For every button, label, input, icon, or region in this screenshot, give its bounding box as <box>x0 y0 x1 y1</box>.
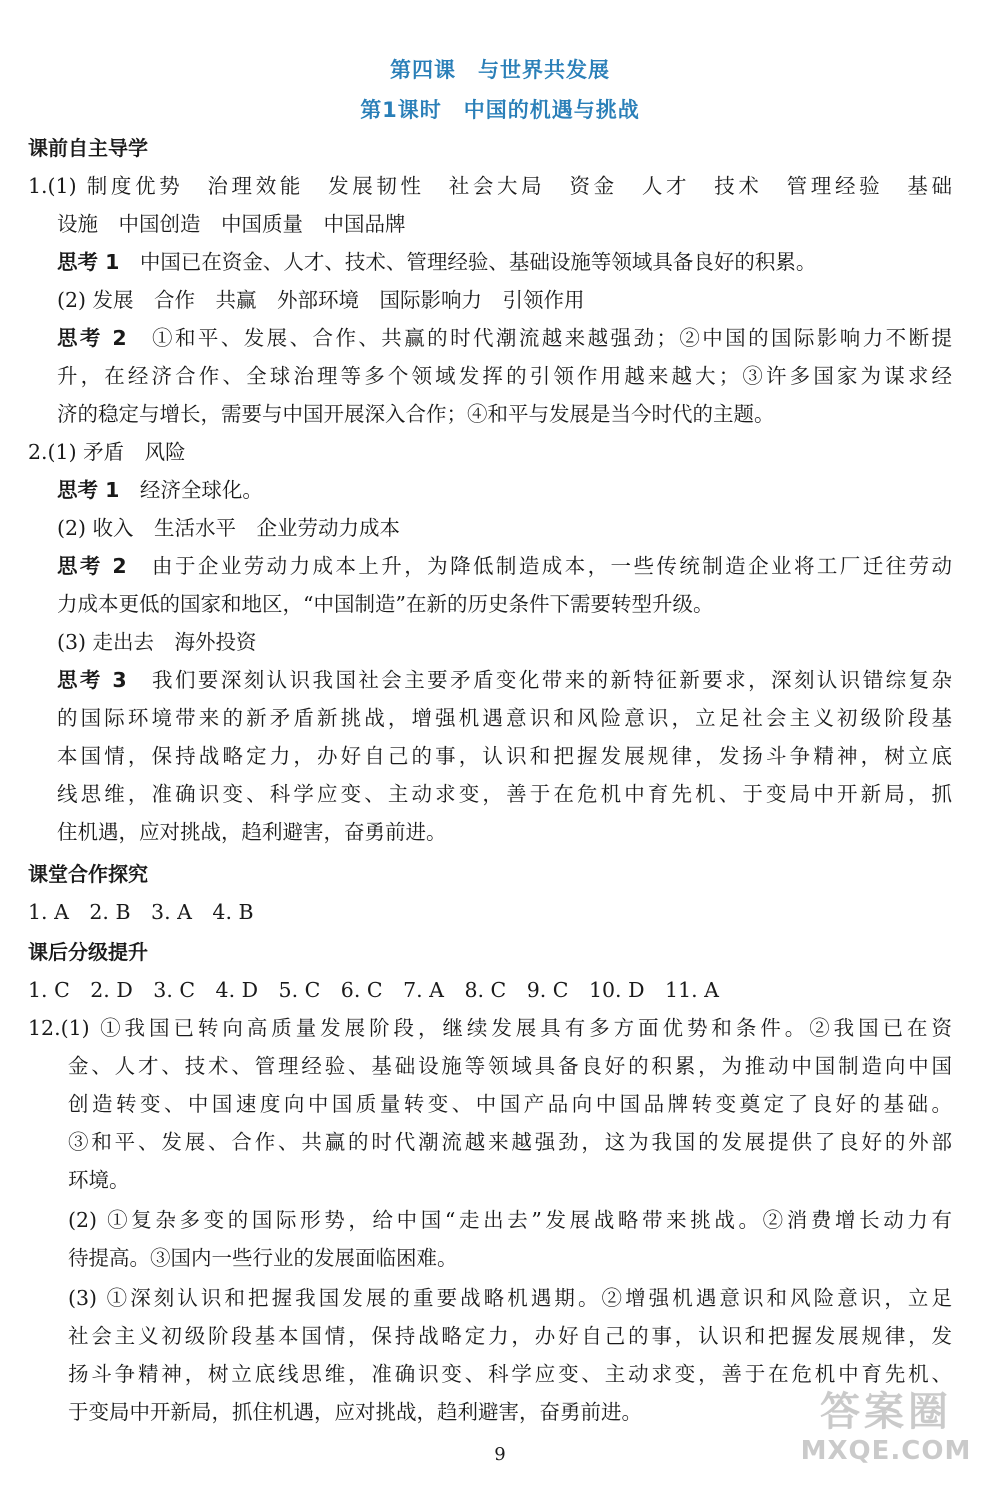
text-line <box>28 438 186 466</box>
line-text: 住机遇，应对挑战，趋利避害，奋勇前进。 <box>57 820 447 844</box>
line-text: 由于企业劳动力成本上升，为降低制造成本，一些传统制造企业将工厂迁往劳动 <box>126 554 953 578</box>
line-text: 待提高。③国内一些行业的发展面临困难。 <box>68 1246 458 1270</box>
text-line <box>57 666 952 694</box>
think-label: 思考 1 <box>57 478 120 502</box>
text-line <box>57 780 952 808</box>
think-label: 思考 2 <box>57 554 127 578</box>
section-heading <box>28 134 148 162</box>
text-line <box>57 286 585 314</box>
text-line <box>28 898 254 926</box>
line-text: 金、人才、技术、管理经验、基础设施等领域具备良好的积累，为推动中国制造向中国 <box>68 1054 952 1078</box>
text-line <box>68 1398 642 1426</box>
text-line <box>68 1206 952 1234</box>
line-text: 我们要深刻认识我国社会主要矛盾变化带来的新特征新要求，深刻认识错综复杂 <box>126 668 953 692</box>
line-text: 设施 中国创造 中国质量 中国品牌 <box>57 212 406 236</box>
watermark-logo <box>786 1388 986 1478</box>
text-line <box>68 1052 952 1080</box>
line-text: 课后分级提升 <box>28 940 148 964</box>
line-text: 课堂合作探究 <box>28 862 148 886</box>
text-line <box>57 552 952 580</box>
text-line <box>57 704 952 732</box>
text-line <box>57 324 952 352</box>
text-line <box>28 976 719 1004</box>
think-label: 思考 1 <box>57 250 120 274</box>
line-text: (3) 走出去 海外投资 <box>57 630 257 654</box>
line-text: 2.(1) 矛盾 风险 <box>28 440 186 464</box>
text-line <box>57 400 775 428</box>
line-text: 1. A 2. B 3. A 4. B <box>28 900 254 924</box>
line-text: 中国已在资金、人才、技术、管理经验、基础设施等领域具备良好的积累。 <box>119 250 817 274</box>
text-line <box>57 476 263 504</box>
text-line <box>57 742 952 770</box>
line-text: (2) 发展 合作 共赢 外部环境 国际影响力 引领作用 <box>57 288 585 312</box>
line-text: (3) ①深刻认识和把握我国发展的重要战略机遇期。②增强机遇意识和风险意识，立足 <box>68 1286 952 1310</box>
section-title: 第1课时 中国的机遇与挑战 <box>360 98 640 122</box>
line-text: 环境。 <box>68 1168 130 1192</box>
line-text: 1. C 2. D 3. C 4. D 5. C 6. C 7. A 8. C 9. C 10. D 11. A <box>28 978 719 1002</box>
section-heading <box>28 938 148 966</box>
line-text: (2) ①复杂多变的国际形势，给中国“走出去”发展战略带来挑战。②消费增长动力有 <box>68 1208 952 1232</box>
text-line <box>57 248 816 276</box>
text-line <box>68 1360 952 1388</box>
line-text: 创造转变、中国速度向中国质量转变、中国产品向中国品牌转变奠定了良好的基础。 <box>68 1092 952 1116</box>
text-line <box>68 1322 952 1350</box>
think-label: 思考 2 <box>57 326 127 350</box>
text-line <box>57 628 257 656</box>
line-text: 扬斗争精神，树立底线思维，准确识变、科学应变、主动求变，善于在危机中育先机、 <box>68 1362 952 1386</box>
watermark-url: MXQE.COM <box>800 1436 972 1466</box>
line-text: 经济全球化。 <box>119 478 263 502</box>
think-label: 思考 3 <box>57 668 127 692</box>
line-text: 线思维，准确识变、科学应变、主动求变，善于在危机中育先机、于变局中开新局，抓 <box>57 782 952 806</box>
line-text: 12.(1) ①我国已转向高质量发展阶段，继续发展具有多方面优势和条件。②我国已在资 <box>28 1016 952 1040</box>
text-line <box>68 1090 952 1118</box>
text-line <box>68 1166 130 1194</box>
line-text: 的国际环境带来的新矛盾新挑战，增强机遇意识和风险意识，立足社会主义初级阶段基 <box>57 706 952 730</box>
text-line <box>57 362 952 390</box>
line-text: 1.(1) 制度优势 治理效能 发展韧性 社会大局 资金 人才 技术 管理经验 基础 <box>28 174 952 198</box>
line-text: 于变局中开新局，抓住机遇，应对挑战，趋利避害，奋勇前进。 <box>68 1400 642 1424</box>
text-line <box>28 172 952 200</box>
line-text: 社会主义初级阶段基本国情，保持战略定力，办好自己的事，认识和把握发展规律，发 <box>68 1324 952 1348</box>
text-line <box>68 1244 458 1272</box>
text-line <box>57 590 713 618</box>
line-text: (2) 收入 生活水平 企业劳动力成本 <box>57 516 401 540</box>
line-text: ①和平、发展、合作、共赢的时代潮流越来越强劲；②中国的国际影响力不断提 <box>126 326 953 350</box>
text-line <box>57 818 447 846</box>
line-text: ③和平、发展、合作、共赢的时代潮流越来越强劲，这为我国的发展提供了良好的外部 <box>68 1130 952 1154</box>
line-text: 课前自主导学 <box>28 136 148 160</box>
line-text: 力成本更低的国家和地区，“中国制造”在新的历史条件下需要转型升级。 <box>57 592 714 616</box>
watermark-cn: 答案圈 <box>820 1389 952 1435</box>
page-number: 9 <box>494 1444 506 1465</box>
text-line <box>57 210 406 238</box>
section-heading <box>28 860 148 888</box>
line-text: 本国情，保持战略定力，办好自己的事，认识和把握发展规律，发扬斗争精神，树立底 <box>57 744 952 768</box>
lesson-title: 第四课 与世界共发展 <box>390 58 610 82</box>
text-line <box>68 1128 952 1156</box>
line-text: 升，在经济合作、全球治理等多个领域发挥的引领作用越来越大；③许多国家为谋求经 <box>57 364 952 388</box>
text-line <box>28 1014 952 1042</box>
line-text: 济的稳定与增长，需要与中国开展深入合作；④和平与发展是当今时代的主题。 <box>57 402 775 426</box>
text-line <box>68 1284 952 1312</box>
text-line <box>57 514 400 542</box>
